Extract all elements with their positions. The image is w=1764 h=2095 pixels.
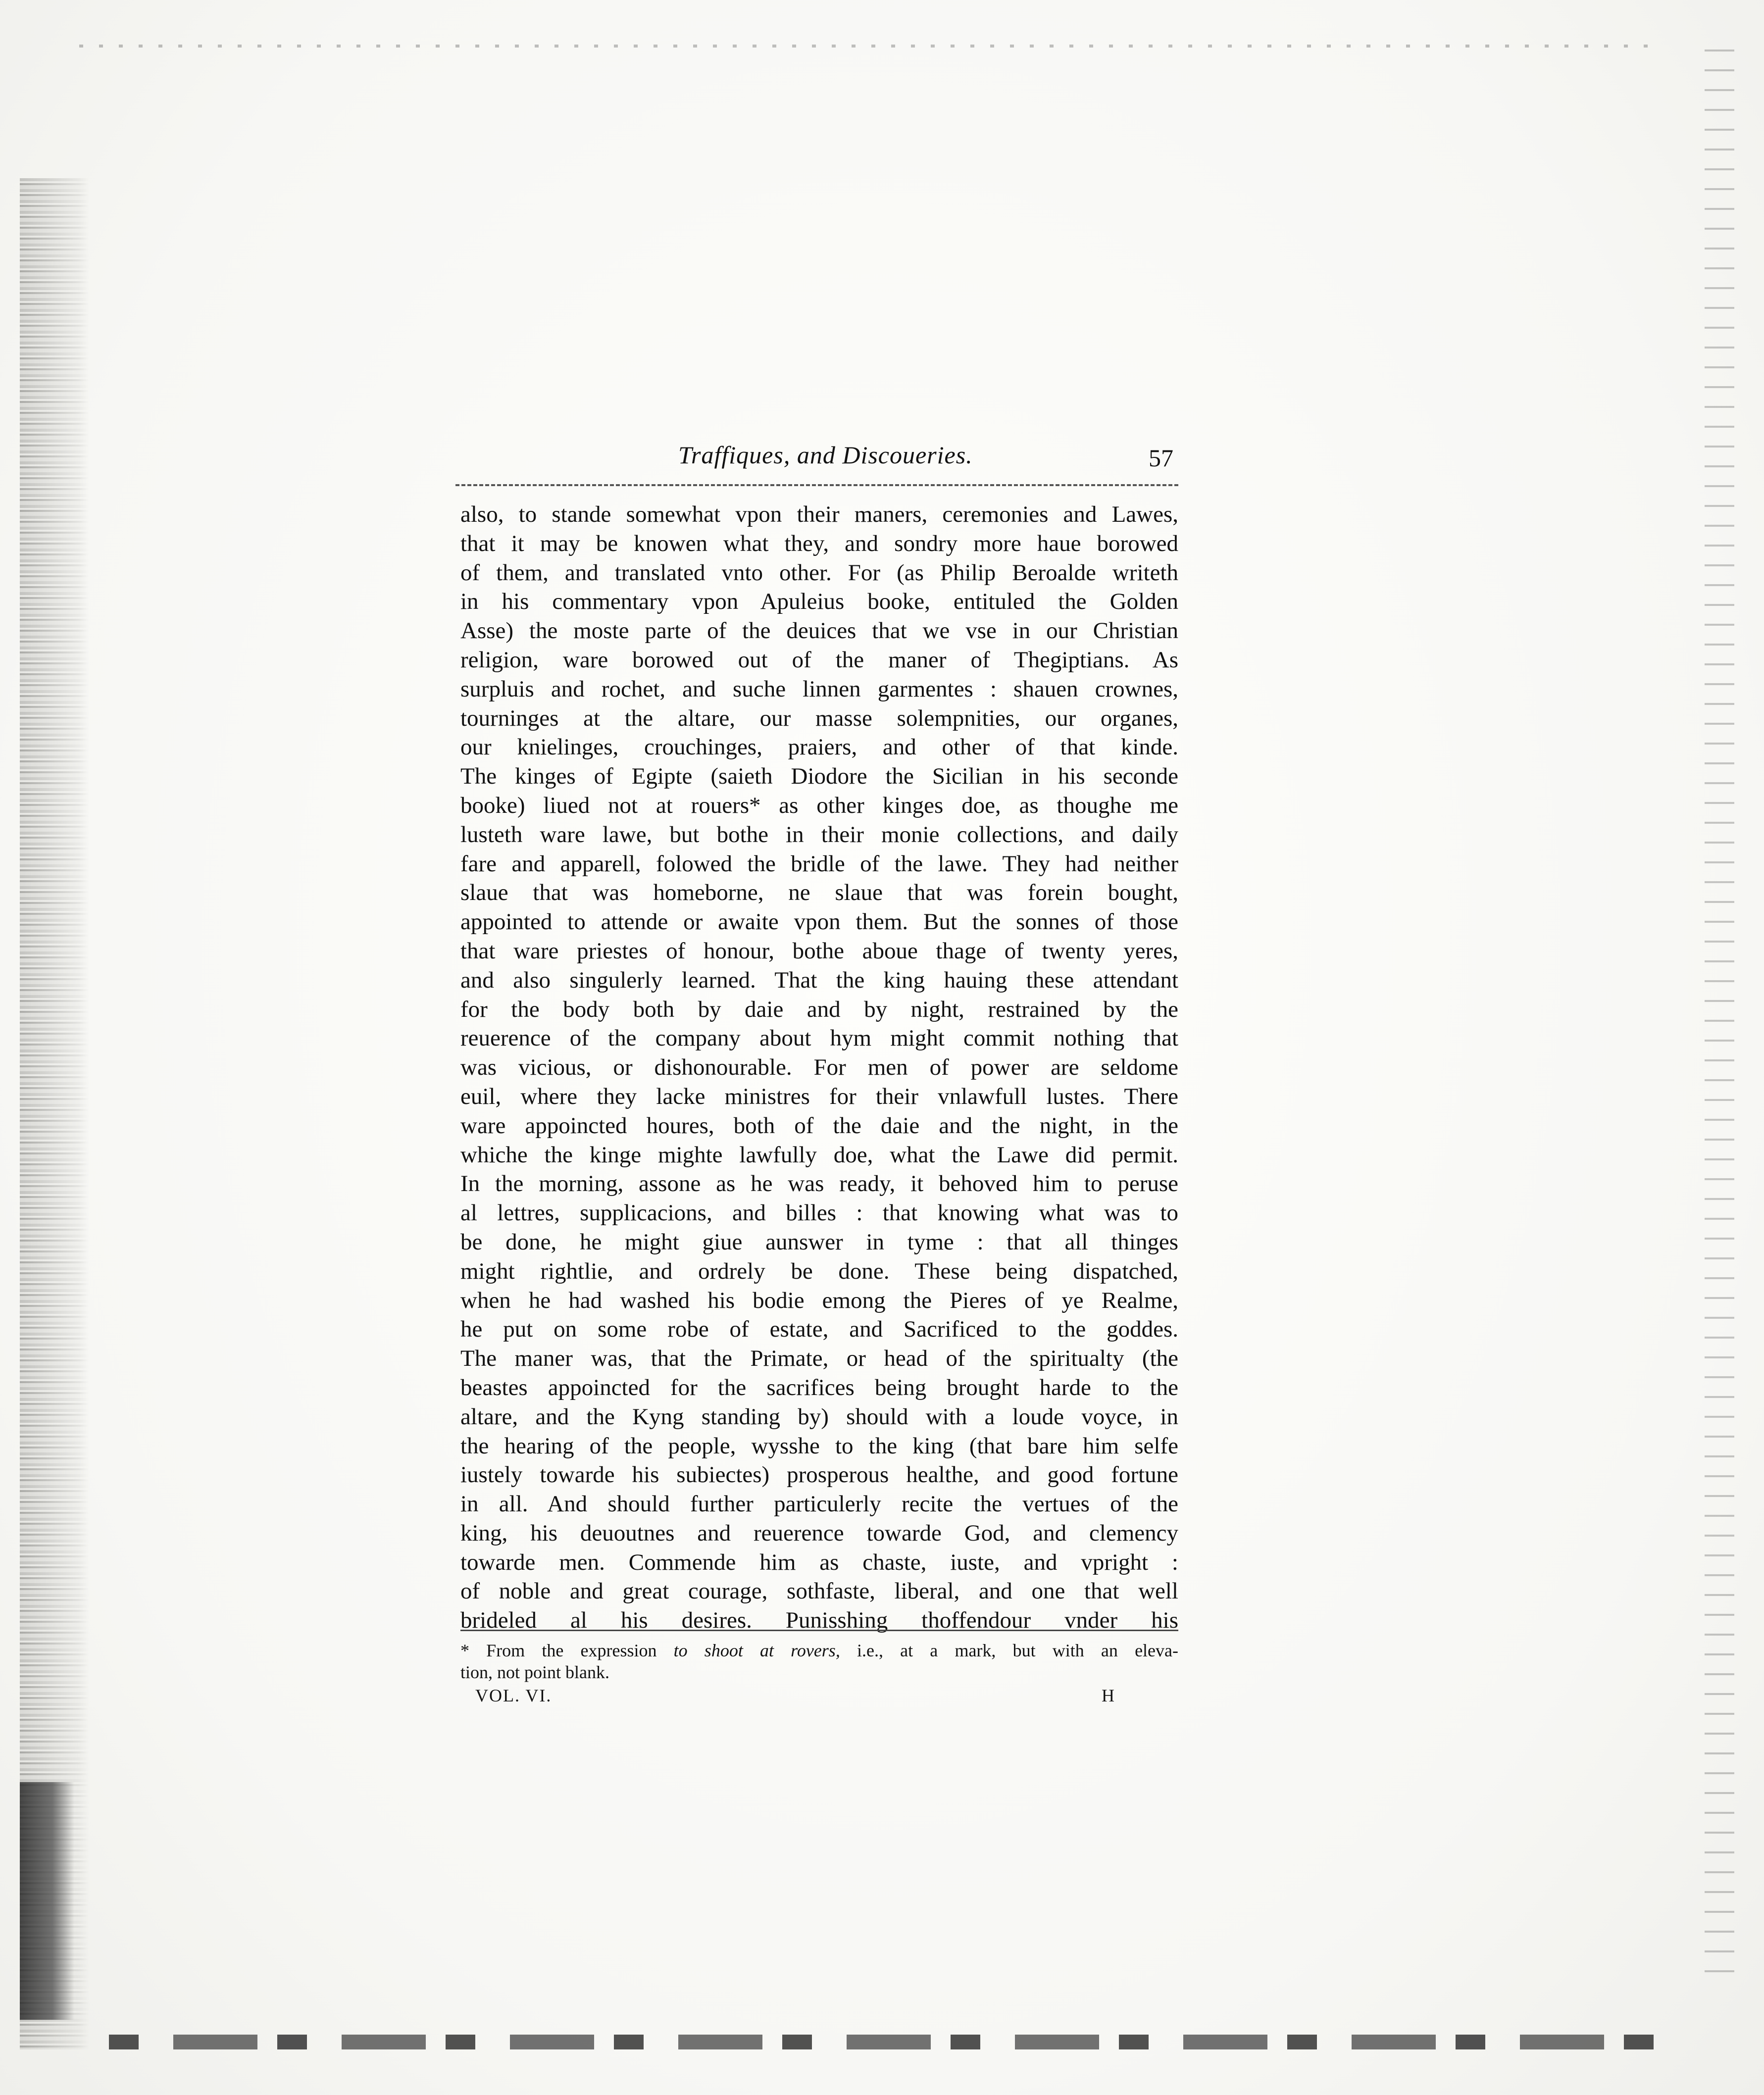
page-number: 57 [1149,444,1173,472]
text-line: iustely towarde his subiectes) prosperous healthe, and good fortune [460,1462,1178,1488]
text-line: ware appoincted houres, both of the daie and the night, in the [460,1112,1178,1139]
text-line: of them, and translated vnto other. For (as Philip Beroalde writeth [460,559,1178,586]
text-line: when he had washed his bodie emong the Pieres of ye Realme, [460,1287,1178,1313]
header-rule [455,484,1178,486]
scan-right-edge [1705,50,1734,1980]
text-line: king, his deuoutnes and reuerence towarde God, and clemency [460,1520,1178,1546]
text-line: for the body both by daie and by night, restrained by the [460,996,1178,1022]
text-line: lusteth ware lawe, but bothe in their monie collections, and daily [460,821,1178,848]
scan-bottom-edge [109,2035,1668,2049]
text-line: towarde men. Commende him as chaste, iuste, and vpright : [460,1549,1178,1575]
text-line: The maner was, that the Primate, or head of the spiritualty (the [460,1346,1178,1372]
footnote-phrase: to shoot at rovers, [673,1641,840,1660]
scan-top-edge [79,45,1663,48]
text-line: religion, ware borowed out of the maner of Thegiptians. As [460,647,1178,673]
text-line: euil, where they lacke ministres for their vnlawfull lustes. There [460,1083,1178,1109]
text-line: slaue that was homeborne, ne slaue that was forein bought, [460,880,1178,906]
text-line: Asse) the moste parte of the deuices that we vse in our Christian [460,618,1178,644]
text-line: he put on some robe of estate, and Sacrificed to the goddes. [460,1316,1178,1343]
text-line: altare, and the Kyng standing by) should with a loude voyce, in [460,1403,1178,1430]
footnote-line-1 [460,1640,1178,1661]
volume-label: VOL. VI. [475,1686,552,1705]
text-line: the hearing of the people, wysshe to the king (that bare him selfe [460,1433,1178,1459]
signature-mark: H [1102,1686,1115,1705]
text-line: also, to stande somewhat vpon their maners, ceremonies and Lawes, [460,501,1178,527]
text-line: The kinges of Egipte (saieth Diodore the Sicilian in his seconde [460,763,1178,790]
text-line: that ware priestes of honour, bothe aboue thage of twenty yeres, [460,938,1178,964]
text-line: In the morning, assone as he was ready, it behoved him to peruse [460,1171,1178,1197]
text-line: was vicious, or dishonourable. For men of power are seldome [460,1054,1178,1081]
text-line: tourninges at the altare, our masse solempnities, our organes, [460,705,1178,731]
signature-row [460,1685,1178,1710]
text-line: in all. And should further particulerly recite the vertues of the [460,1491,1178,1517]
running-title: Traffiques, and Discoueries. [678,441,973,469]
text-line: of noble and great courage, sothfaste, liberal, and one that well [460,1578,1178,1604]
binding-shadow [20,178,89,2049]
text-line: booke) liued not at rouers* as other kinges doe, as thoughe me [460,792,1178,818]
footnote-line-2: tion, not point blank. [460,1662,609,1682]
text-line: in his commentary vpon Apuleius booke, entituled the Golden [460,589,1178,615]
text-line: surpluis and rochet, and suche linnen garmentes : shauen crownes, [460,676,1178,702]
text-line: reuerence of the company about hym might commit nothing that [460,1025,1178,1051]
text-line: and also singulerly learned. That the king hauing these attendant [460,967,1178,993]
text-line: beastes appoincted for the sacrifices being brought harde to the [460,1374,1178,1400]
text-line: brideled al his desires. Punisshing thoffendour vnder his [460,1607,1178,1634]
text-line: whiche the kinge mighte lawfully doe, what the Lawe did permit. [460,1142,1178,1168]
text-line: might rightlie, and ordrely be done. These being dispatched, [460,1258,1178,1284]
text-line: that it may be knowen what they, and sondry more haue borowed [460,530,1178,556]
text-line: fare and apparell, folowed the bridle of the lawe. They had neither [460,850,1178,877]
page-header [460,441,1173,480]
body-text [460,500,1178,1635]
text-line: appointed to attende or awaite vpon them. But the sonnes of those [460,909,1178,935]
footnote [460,1640,1178,1683]
footnote-marker: * From the expression [460,1641,657,1660]
text-line: be done, he might giue aunswer in tyme : that all thinges [460,1229,1178,1255]
text-line: our knielinges, crouchinges, praiers, and other of that kinde. [460,734,1178,760]
footnote-rule [460,1630,1178,1631]
footnote-rest: i.e., at a mark, but with an eleva- [857,1641,1178,1660]
text-line: al lettres, supplicacions, and billes : that knowing what was to [460,1200,1178,1226]
binding-shadow-dark [20,1782,74,2020]
